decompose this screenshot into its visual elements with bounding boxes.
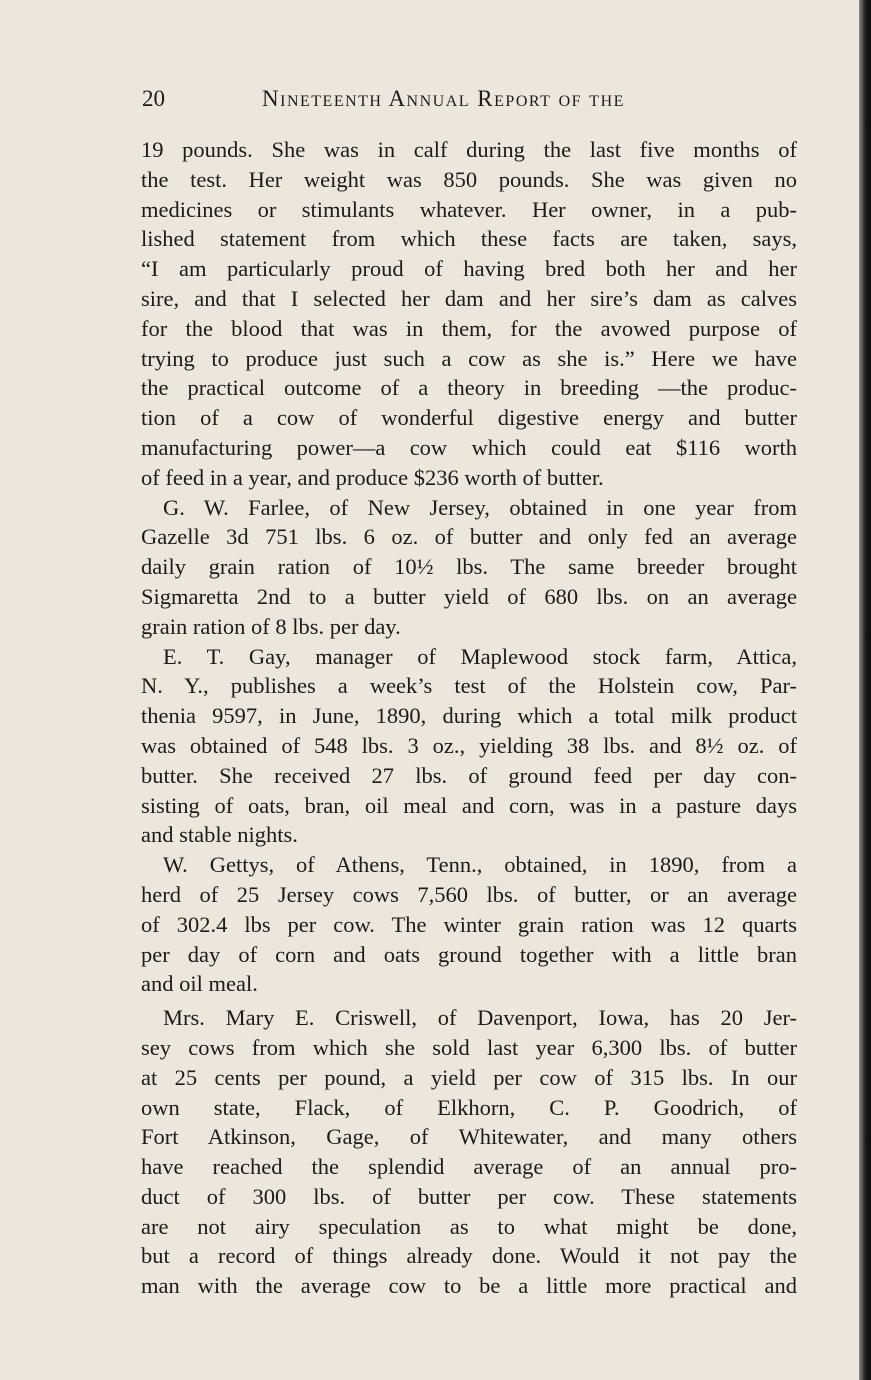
- text-line: “I am particularly proud of having bred both her and her: [141, 256, 797, 282]
- paragraph: [141, 642, 797, 851]
- text-line: tion of a cow of wonderful digestive energy and butter: [141, 405, 797, 431]
- text-line: Mrs. Mary E. Criswell, of Davenport, Iowa, has 20 Jer-: [163, 1005, 797, 1031]
- text-line: Fort Atkinson, Gage, of Whitewater, and many others: [141, 1124, 797, 1150]
- text-line: Sigmaretta 2nd to a butter yield of 680 lbs. on an average: [141, 583, 797, 609]
- text-line: sey cows from which she sold last year 6,300 lbs. of butter: [141, 1034, 797, 1060]
- text-line: of 302.4 lbs per cow. The winter grain ration was 12 quarts: [141, 911, 797, 937]
- paragraph: [141, 135, 797, 493]
- text-line: and oil meal.: [141, 971, 258, 997]
- text-line: and stable nights.: [141, 822, 298, 848]
- body-text: [141, 135, 797, 1301]
- text-line: of feed in a year, and produce $236 worth of butter.: [141, 464, 604, 490]
- text-line: at 25 cents per pound, a yield per cow of 315 lbs. In our: [141, 1064, 797, 1090]
- text-line: G. W. Farlee, of New Jersey, obtained in one year from: [163, 494, 797, 520]
- text-line: thenia 9597, in June, 1890, during which a total milk product: [141, 703, 797, 729]
- text-line: are not airy speculation as to what might be done,: [141, 1213, 797, 1239]
- text-line: butter. She received 27 lbs. of ground feed per day con-: [141, 762, 797, 788]
- text-line: daily grain ration of 10½ lbs. The same breeder brought: [141, 554, 797, 580]
- text-line: have reached the splendid average of an annual pro-: [141, 1154, 797, 1180]
- text-line: grain ration of 8 lbs. per day.: [141, 613, 401, 639]
- paragraph: [141, 1003, 797, 1301]
- text-line: for the blood that was in them, for the avowed purpose of: [141, 315, 797, 341]
- text-line: the test. Her weight was 850 pounds. She was given no: [141, 166, 797, 192]
- paragraph: [141, 850, 797, 999]
- text-line: W. Gettys, of Athens, Tenn., obtained, in 1890, from a: [163, 852, 797, 878]
- running-head: Nineteenth Annual Report of the: [262, 86, 625, 111]
- text-line: E. T. Gay, manager of Maplewood stock farm, Attica,: [163, 643, 797, 669]
- text-line: trying to produce just such a cow as she is.” Here we have: [141, 345, 797, 371]
- paragraph: [141, 493, 797, 642]
- text-line: sisting of oats, bran, oil meal and corn, was in a pasture days: [141, 792, 797, 818]
- text-line: medicines or stimulants whatever. Her owner, in a pub-: [141, 196, 797, 222]
- text-line: man with the average cow to be a little more practical and: [141, 1273, 797, 1299]
- text-line: was obtained of 548 lbs. 3 oz., yielding 38 lbs. and 8½ oz. of: [141, 732, 797, 758]
- text-line: lished statement from which these facts are taken, says,: [141, 226, 797, 252]
- text-line: manufacturing power—a cow which could eat $116 worth: [141, 434, 797, 460]
- text-line: sire, and that I selected her dam and her sire’s dam as calves: [141, 285, 797, 311]
- text-line: N. Y., publishes a week’s test of the Holstein cow, Par-: [141, 673, 797, 699]
- text-line: duct of 300 lbs. of butter per cow. These statements: [141, 1183, 797, 1209]
- text-line: 19 pounds. She was in calf during the last five months of: [141, 137, 797, 162]
- text-line: per day of corn and oats ground together with a little bran: [141, 941, 797, 967]
- page-number: 20: [142, 86, 165, 111]
- text-line: Gazelle 3d 751 lbs. 6 oz. of butter and only fed an average: [141, 524, 797, 550]
- text-line: herd of 25 Jersey cows 7,560 lbs. of butter, or an average: [141, 881, 797, 907]
- text-line: own state, Flack, of Elkhorn, C. P. Goodrich, of: [141, 1094, 797, 1120]
- text-line: but a record of things already done. Would it not pay the: [141, 1243, 797, 1269]
- page-edge-shadow: [859, 0, 871, 1380]
- page-header: [142, 86, 702, 116]
- text-line: the practical outcome of a theory in breeding —the produc-: [141, 375, 797, 401]
